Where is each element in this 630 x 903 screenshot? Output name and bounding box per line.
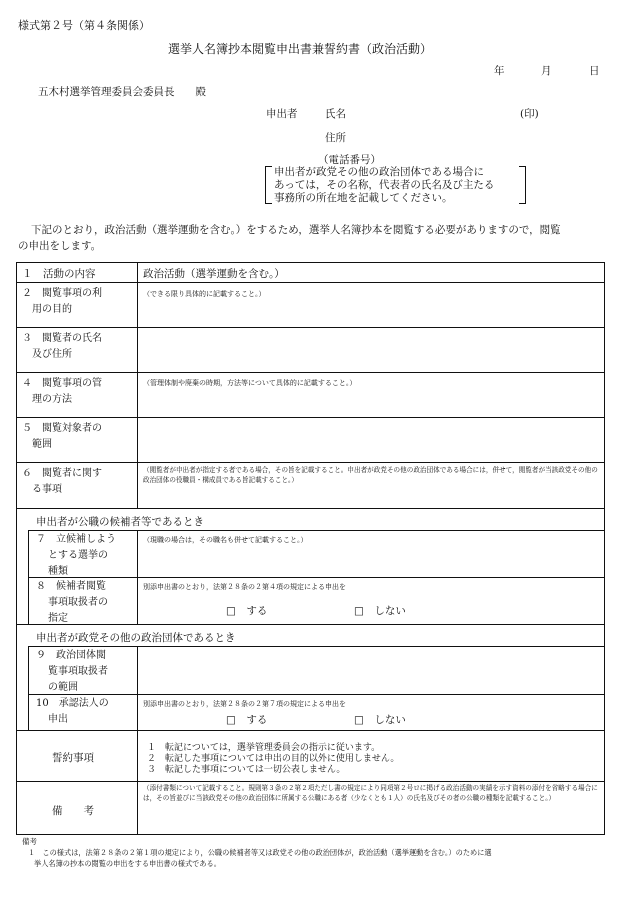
row-label-line: 用の目的 bbox=[32, 304, 72, 315]
row-label-management bbox=[22, 376, 102, 408]
remarks-note: （添付書類について記載すること。規則第３条の２第２項ただし書の規定により同項第２号ロに掲げる政治活動の実績を示す資料の添付を省略する場合には，その旨並びに当該政党その他の政治団体に所属する公職にある者（少なくとも１人）の氏名及びその者の公職の種類を記載すること。） bbox=[143, 784, 598, 802]
footnote-line: 挙人名簿の抄本の閲覧の申出をする申出書の様式である。 bbox=[34, 859, 221, 868]
row-label-viewer-name bbox=[22, 331, 102, 363]
row-label-line: とする選挙の bbox=[48, 550, 108, 561]
row-label-election-type bbox=[36, 532, 116, 580]
intro-line: 下記のとおり，政治活動（選挙運動を含む。）をするため，選挙人名簿抄本を閲覧する必要がありますので，閲覧 bbox=[31, 224, 561, 236]
row-label-line: 及び住所 bbox=[32, 349, 72, 360]
row-label-line: 範囲 bbox=[32, 439, 52, 450]
date-day: 日 bbox=[589, 65, 600, 77]
row-label-line: ８ 候補者閲覧 bbox=[36, 581, 106, 592]
row-label-line: 事項取扱者の bbox=[48, 597, 108, 608]
intro-line: の申出をします。 bbox=[18, 240, 102, 252]
applicant-note-line: 申出者が政党その他の政治団体である場合に bbox=[274, 166, 484, 178]
form-number: 様式第２号（第４条関係） bbox=[18, 19, 150, 32]
target-range-field[interactable] bbox=[138, 418, 604, 462]
candidate-handler-no-checkbox[interactable]: □ しない bbox=[354, 605, 406, 617]
row-label-target-range bbox=[22, 421, 102, 453]
row-label-line: の範囲 bbox=[48, 682, 78, 693]
section-candidate-heading: 申出者が公職の候補者等であるとき bbox=[36, 516, 204, 528]
footnote-line: １ この様式は，法第２８条の２第１項の規定により，公職の候補者等又は政党その他の政治団体が，政治活動（選挙運動を含む。）のために選 bbox=[28, 848, 492, 857]
row-label-line: ４ 閲覧事項の管 bbox=[22, 378, 102, 389]
applicant-note-line: 事務所の所在地を記載してください。 bbox=[274, 192, 453, 204]
row-label-line: る事項 bbox=[32, 484, 62, 495]
row-label-activity: １ 活動の内容 bbox=[22, 268, 96, 280]
address-label: 住所 bbox=[325, 132, 346, 144]
row-label-line: 指定 bbox=[48, 613, 68, 624]
election-type-field[interactable] bbox=[138, 548, 604, 576]
viewer-name-field[interactable] bbox=[138, 328, 604, 372]
row-label-line: ２ 閲覧事項の利 bbox=[22, 288, 102, 299]
section-party-heading: 申出者が政党その他の政治団体であるとき bbox=[36, 632, 236, 644]
row-label-line: 種類 bbox=[48, 566, 68, 577]
candidate-handler-text: 別添申出書のとおり，法第２８条の２第４項の規定による申出を bbox=[143, 583, 346, 591]
row-label-line: 10 承認法人の bbox=[36, 698, 109, 709]
management-note: （管理体制や廃棄の時期，方法等について具体的に記載すること。） bbox=[143, 379, 357, 387]
row-label-line: ３ 閲覧者の氏名 bbox=[22, 333, 102, 344]
date-year: 年 bbox=[494, 65, 505, 77]
footnote-title: 備考 bbox=[22, 837, 37, 846]
applicant-label: 申出者 bbox=[266, 108, 298, 120]
remarks-label: 備 考 bbox=[52, 805, 94, 817]
activity-content: 政治活動（選挙運動を含む。） bbox=[143, 268, 285, 280]
viewer-matters-note: （閲覧者が申出者が指定する者である場合，その旨を記載すること。申出者が政党その他の政治団体である場合には，併せて，閲覧者が当該政党その他の政治団体の役職員・構成員である旨記載すること。） bbox=[143, 466, 598, 484]
row-label-line: ９ 政治団体閲 bbox=[36, 650, 106, 661]
row-label-candidate-handler bbox=[36, 579, 108, 627]
row-label-line: ６ 閲覧者に関す bbox=[22, 468, 102, 479]
row-label-line: 覧事項取扱者 bbox=[48, 666, 108, 677]
election-type-note: （現職の場合は，その職名も併せて記載すること。） bbox=[143, 536, 308, 544]
purpose-field[interactable] bbox=[138, 300, 604, 326]
name-label: 氏名 bbox=[325, 108, 346, 120]
row-label-viewer-matters bbox=[22, 466, 102, 498]
phone-label: （電話番号） bbox=[318, 154, 381, 166]
purpose-note: （できる限り具体的に記載すること。） bbox=[143, 290, 266, 298]
row-label-line: ７ 立候補しよう bbox=[36, 534, 116, 545]
row-label-line: 理の方法 bbox=[32, 394, 72, 405]
seal-mark: (印) bbox=[520, 108, 539, 120]
row-label-line: 申出 bbox=[48, 714, 68, 725]
pledge-item: ２ 転記した事項については申出の目的以外に使用しません。 bbox=[147, 754, 400, 764]
pledge-item: ３ 転記した事項については一切公表しません。 bbox=[147, 765, 346, 775]
approved-corp-text: 別添申出書のとおり，法第２８条の２第７項の規定による申出を bbox=[143, 700, 346, 708]
candidate-handler-yes-checkbox[interactable]: □ する bbox=[226, 605, 268, 617]
pledge-item: １ 転記については，選挙管理委員会の指示に従います。 bbox=[147, 743, 381, 753]
approved-corp-no-checkbox[interactable]: □ しない bbox=[354, 714, 406, 726]
addressee: 五木村選挙管理委員会委員長 殿 bbox=[38, 86, 206, 98]
approved-corp-yes-checkbox[interactable]: □ する bbox=[226, 714, 268, 726]
pledge-label: 誓約事項 bbox=[52, 752, 94, 764]
row-label-purpose bbox=[22, 286, 102, 318]
management-field[interactable] bbox=[138, 390, 604, 416]
row-label-approved-corp bbox=[36, 696, 109, 728]
applicant-note-line: あっては，その名称，代表者の氏名及び主たる bbox=[274, 179, 495, 191]
date-month: 月 bbox=[541, 65, 552, 77]
row-label-line: ５ 閲覧対象者の bbox=[22, 423, 102, 434]
page-title: 選挙人名簿抄本閲覧申出書兼誓約書（政治活動） bbox=[168, 42, 433, 56]
row-label-party-handler-range bbox=[36, 648, 108, 696]
party-handler-range-field[interactable] bbox=[138, 647, 604, 693]
